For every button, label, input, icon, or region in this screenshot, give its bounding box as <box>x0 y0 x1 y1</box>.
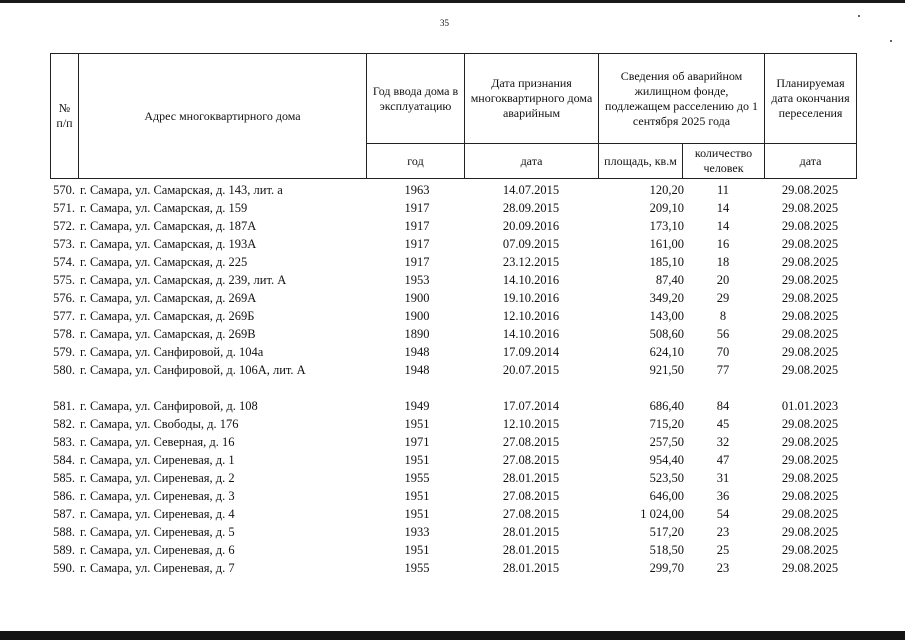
row-date: 28.01.2015 <box>502 525 560 539</box>
row-plan: 29.08.2025 <box>781 255 839 269</box>
row-date: 28.01.2015 <box>502 471 560 485</box>
row-num: 586. <box>53 489 75 503</box>
row-address: г. Самара, ул. Сиреневая, д. 1 <box>80 453 235 467</box>
row-people: 23 <box>716 525 730 539</box>
row-people: 56 <box>716 327 730 341</box>
row-year: 1900 <box>404 291 430 305</box>
row-date: 28.01.2015 <box>502 543 560 557</box>
row-people: 47 <box>716 453 730 467</box>
row-address: г. Самара, ул. Самарская, д. 269А <box>80 291 257 305</box>
row-people: 25 <box>716 543 730 557</box>
row-year: 1951 <box>404 417 430 431</box>
table-row <box>50 235 856 253</box>
row-people: 36 <box>716 489 730 503</box>
row-date: 20.07.2015 <box>502 363 560 377</box>
header-date-declared: Дата признания многоквартирного дома аварийным <box>465 54 599 144</box>
row-year: 1953 <box>404 273 430 287</box>
row-date: 27.08.2015 <box>502 489 560 503</box>
row-area: 143,00 <box>649 309 684 323</box>
row-people: 32 <box>716 435 730 449</box>
table-row <box>50 523 856 541</box>
row-plan: 29.08.2025 <box>781 291 839 305</box>
header-year-built: Год ввода дома в эксплуатацию <box>367 54 465 144</box>
row-num: 589. <box>53 543 75 557</box>
row-year: 1948 <box>404 363 430 377</box>
row-plan: 29.08.2025 <box>781 507 839 521</box>
row-plan: 29.08.2025 <box>781 525 839 539</box>
row-plan: 29.08.2025 <box>781 453 839 467</box>
row-area: 686,40 <box>649 399 684 413</box>
row-num: 577. <box>53 309 75 323</box>
table-row <box>50 541 856 559</box>
row-date: 07.09.2015 <box>502 237 560 251</box>
subheader-area: площадь, кв.м <box>599 144 683 179</box>
row-num: 576. <box>53 291 75 305</box>
row-plan: 29.08.2025 <box>781 309 839 323</box>
row-address: г. Самара, ул. Самарская, д. 143, лит. а <box>80 183 283 197</box>
row-date: 14.07.2015 <box>502 183 560 197</box>
row-address: г. Самара, ул. Сиреневая, д. 6 <box>80 543 235 557</box>
header-num: № п/п <box>51 54 79 179</box>
row-num: 581. <box>53 399 75 413</box>
row-plan: 29.08.2025 <box>781 345 839 359</box>
bottom-border <box>0 631 905 640</box>
row-address: г. Самара, ул. Самарская, д. 193А <box>80 237 257 251</box>
row-num: 571. <box>53 201 75 215</box>
table-row <box>50 487 856 505</box>
row-year: 1963 <box>404 183 430 197</box>
row-area: 517,20 <box>649 525 684 539</box>
table-row <box>50 307 856 325</box>
row-num: 579. <box>53 345 75 359</box>
row-num: 578. <box>53 327 75 341</box>
row-address: г. Самара, ул. Санфировой, д. 108 <box>80 399 258 413</box>
row-date: 27.08.2015 <box>502 435 560 449</box>
row-date: 17.09.2014 <box>502 345 560 359</box>
row-date: 17.07.2014 <box>502 399 560 413</box>
row-plan: 29.08.2025 <box>781 183 839 197</box>
row-year: 1917 <box>404 255 430 269</box>
row-plan: 29.08.2025 <box>781 327 839 341</box>
row-num: 572. <box>53 219 75 233</box>
row-plan: 29.08.2025 <box>781 471 839 485</box>
row-num: 580. <box>53 363 75 377</box>
row-date: 27.08.2015 <box>502 507 560 521</box>
row-area: 715,20 <box>649 417 684 431</box>
row-people: 14 <box>716 219 730 233</box>
row-date: 12.10.2015 <box>502 417 560 431</box>
row-num: 590. <box>53 561 75 575</box>
row-area: 257,50 <box>649 435 684 449</box>
row-year: 1900 <box>404 309 430 323</box>
row-plan: 29.08.2025 <box>781 237 839 251</box>
row-address: г. Самара, ул. Сиреневая, д. 2 <box>80 471 235 485</box>
row-people: 31 <box>716 471 730 485</box>
row-people: 18 <box>716 255 730 269</box>
row-year: 1949 <box>404 399 430 413</box>
row-area: 161,00 <box>649 237 684 251</box>
row-area: 299,70 <box>649 561 684 575</box>
row-date: 14.10.2016 <box>502 327 560 341</box>
table-row <box>50 289 856 307</box>
table-body <box>50 181 856 577</box>
subheader-date: дата <box>465 144 599 179</box>
row-people: 29 <box>716 291 730 305</box>
row-year: 1917 <box>404 237 430 251</box>
table-row <box>50 559 856 577</box>
row-year: 1948 <box>404 345 430 359</box>
row-plan: 01.01.2023 <box>781 399 839 413</box>
table-row <box>50 181 856 199</box>
row-plan: 29.08.2025 <box>781 417 839 431</box>
row-people: 14 <box>716 201 730 215</box>
row-area: 120,20 <box>649 183 684 197</box>
subheader-plan-date: дата <box>765 144 857 179</box>
row-num: 574. <box>53 255 75 269</box>
scan-speck <box>890 40 892 42</box>
row-year: 1955 <box>404 561 430 575</box>
row-address: г. Самара, ул. Сиреневая, д. 3 <box>80 489 235 503</box>
row-num: 583. <box>53 435 75 449</box>
row-num: 570. <box>53 183 75 197</box>
row-year: 1951 <box>404 543 430 557</box>
row-address: г. Самара, ул. Санфировой, д. 106А, лит. А <box>80 363 306 377</box>
row-year: 1890 <box>404 327 430 341</box>
row-area: 349,20 <box>649 291 684 305</box>
row-plan: 29.08.2025 <box>781 363 839 377</box>
row-year: 1951 <box>404 489 430 503</box>
subheader-year: год <box>367 144 465 179</box>
row-num: 582. <box>53 417 75 431</box>
row-area: 646,00 <box>649 489 684 503</box>
row-plan: 29.08.2025 <box>781 561 839 575</box>
row-area: 87,40 <box>655 273 684 287</box>
row-address: г. Самара, ул. Самарская, д. 239, лит. А <box>80 273 287 287</box>
row-people: 23 <box>716 561 730 575</box>
row-address: г. Самара, ул. Северная, д. 16 <box>80 435 235 449</box>
table-row <box>50 253 856 271</box>
row-area: 508,60 <box>649 327 684 341</box>
row-people: 70 <box>716 345 730 359</box>
row-area: 624,10 <box>649 345 684 359</box>
table-row <box>50 361 856 379</box>
row-area: 185,10 <box>649 255 684 269</box>
row-plan: 29.08.2025 <box>781 489 839 503</box>
table-row <box>50 415 856 433</box>
row-num: 573. <box>53 237 75 251</box>
row-people: 20 <box>716 273 730 287</box>
row-date: 12.10.2016 <box>502 309 560 323</box>
row-address: г. Самара, ул. Сиреневая, д. 5 <box>80 525 235 539</box>
row-address: г. Самара, ул. Сиреневая, д. 7 <box>80 561 235 575</box>
row-address: г. Самара, ул. Самарская, д. 269В <box>80 327 256 341</box>
row-area: 518,50 <box>649 543 684 557</box>
row-date: 23.12.2015 <box>502 255 560 269</box>
row-people: 8 <box>719 309 727 323</box>
row-year: 1971 <box>404 435 430 449</box>
row-year: 1917 <box>404 201 430 215</box>
row-date: 28.01.2015 <box>502 561 560 575</box>
row-num: 575. <box>53 273 75 287</box>
row-plan: 29.08.2025 <box>781 273 839 287</box>
row-people: 16 <box>716 237 730 251</box>
header-planned-end: Планируемая дата окончания переселения <box>765 54 857 144</box>
table-row <box>50 325 856 343</box>
row-date: 27.08.2015 <box>502 453 560 467</box>
row-area: 209,10 <box>649 201 684 215</box>
row-plan: 29.08.2025 <box>781 543 839 557</box>
row-num: 585. <box>53 471 75 485</box>
row-people: 84 <box>716 399 730 413</box>
table-row <box>50 397 856 415</box>
row-year: 1951 <box>404 453 430 467</box>
row-people: 77 <box>716 363 730 377</box>
row-area: 1 024,00 <box>640 507 684 521</box>
subheader-people: количество человек <box>683 144 765 179</box>
row-people: 54 <box>716 507 730 521</box>
table-row <box>50 469 856 487</box>
scan-speck <box>858 15 860 17</box>
table-row <box>50 505 856 523</box>
row-date: 20.09.2016 <box>502 219 560 233</box>
row-address: г. Самара, ул. Санфировой, д. 104а <box>80 345 264 359</box>
row-num: 584. <box>53 453 75 467</box>
row-address: г. Самара, ул. Самарская, д. 225 <box>80 255 248 269</box>
row-plan: 29.08.2025 <box>781 435 839 449</box>
table-row <box>50 199 856 217</box>
row-date: 28.09.2015 <box>502 201 560 215</box>
top-border <box>0 0 905 3</box>
row-num: 587. <box>53 507 75 521</box>
row-address: г. Самара, ул. Свободы, д. 176 <box>80 417 239 431</box>
row-year: 1917 <box>404 219 430 233</box>
table-row <box>50 433 856 451</box>
header-fund-info: Сведения об аварийном жилищном фонде, подлежащем расселению до 1 сентября 2025 года <box>599 54 765 144</box>
row-plan: 29.08.2025 <box>781 219 839 233</box>
row-area: 954,40 <box>649 453 684 467</box>
row-area: 173,10 <box>649 219 684 233</box>
row-people: 45 <box>716 417 730 431</box>
table-header <box>50 53 857 179</box>
table-row <box>50 217 856 235</box>
table-row <box>50 451 856 469</box>
row-area: 921,50 <box>649 363 684 377</box>
row-year: 1951 <box>404 507 430 521</box>
page-number: 35 <box>440 18 449 28</box>
row-plan: 29.08.2025 <box>781 201 839 215</box>
row-year: 1933 <box>404 525 430 539</box>
row-date: 19.10.2016 <box>502 291 560 305</box>
row-address: г. Самара, ул. Сиреневая, д. 4 <box>80 507 235 521</box>
header-address: Адрес многоквартирного дома <box>79 54 367 179</box>
row-date: 14.10.2016 <box>502 273 560 287</box>
row-address: г. Самара, ул. Самарская, д. 187А <box>80 219 257 233</box>
row-year: 1955 <box>404 471 430 485</box>
row-address: г. Самара, ул. Самарская, д. 269Б <box>80 309 255 323</box>
table-row <box>50 271 856 289</box>
row-area: 523,50 <box>649 471 684 485</box>
row-address: г. Самара, ул. Самарская, д. 159 <box>80 201 248 215</box>
row-num: 588. <box>53 525 75 539</box>
table-row <box>50 343 856 361</box>
row-people: 11 <box>716 183 730 197</box>
